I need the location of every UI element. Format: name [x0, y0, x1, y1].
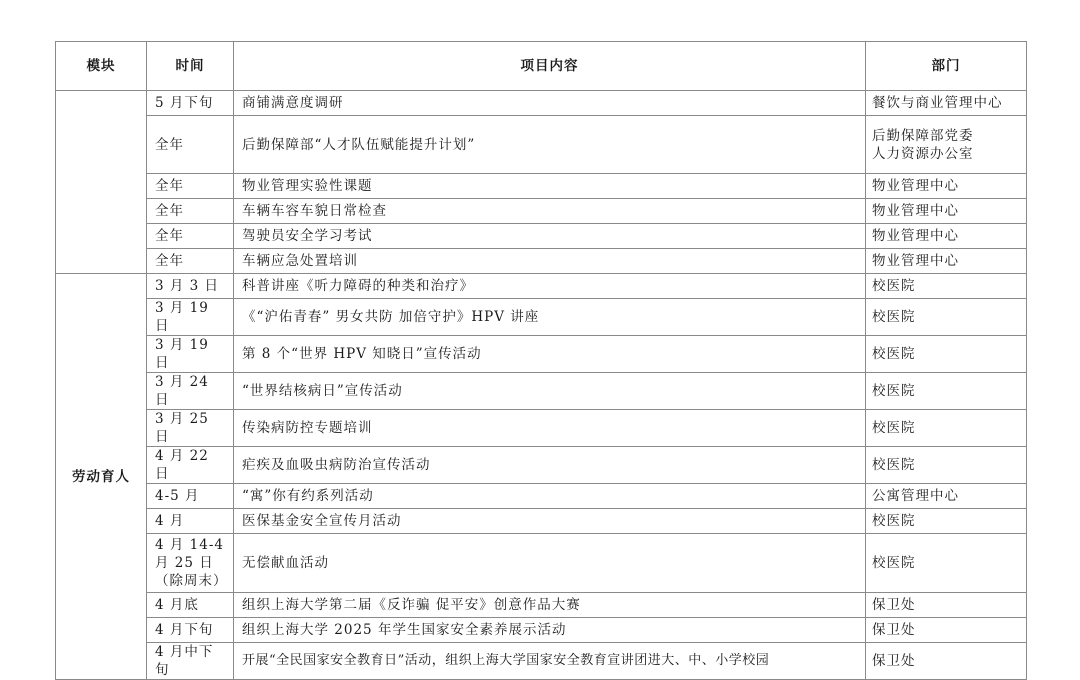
- dept-cell: 公寓管理中心: [866, 484, 1027, 509]
- table-row: [56, 373, 1027, 410]
- table-row: [56, 299, 1027, 336]
- header-module: 模块: [56, 42, 147, 91]
- table-row: [56, 199, 1027, 224]
- table-row: [56, 509, 1027, 534]
- content-cell: “寓”你有约系列活动: [234, 484, 866, 509]
- table-body: [56, 91, 1027, 680]
- header-time: 时间: [147, 42, 234, 91]
- dept-cell: 物业管理中心: [866, 249, 1027, 274]
- content-cell: 物业管理实验性课题: [234, 174, 866, 199]
- header-row: [56, 42, 1027, 91]
- time-cell: 全年: [147, 224, 234, 249]
- time-cell: 4 月: [147, 509, 234, 534]
- time-cell: 4 月中下旬: [147, 643, 234, 680]
- dept-cell: 保卫处: [866, 593, 1027, 618]
- dept-cell: 校医院: [866, 336, 1027, 373]
- module-cell: [56, 91, 147, 274]
- table-row: [56, 534, 1027, 593]
- dept-cell: 物业管理中心: [866, 224, 1027, 249]
- module-cell: 劳动育人: [56, 274, 147, 680]
- content-cell: 开展“全民国家安全教育日”活动，组织上海大学国家安全教育宣讲团进大、中、小学校园: [234, 643, 866, 680]
- content-cell: “世界结核病日”宣传活动: [234, 373, 866, 410]
- dept-cell: 校医院: [866, 274, 1027, 299]
- content-cell: 后勤保障部“人才队伍赋能提升计划”: [234, 116, 866, 174]
- table-row: [56, 224, 1027, 249]
- dept-cell: 校医院: [866, 509, 1027, 534]
- dept-cell: 校医院: [866, 534, 1027, 593]
- time-cell: 3 月 3 日: [147, 274, 234, 299]
- table-row: [56, 484, 1027, 509]
- time-cell: 3 月 19 日: [147, 299, 234, 336]
- table-row: [56, 618, 1027, 643]
- time-cell: 4 月 14-4 月 25 日 （除周末）: [147, 534, 234, 593]
- time-cell: 3 月 25 日: [147, 410, 234, 447]
- dept-cell: 校医院: [866, 299, 1027, 336]
- table-row: [56, 336, 1027, 373]
- dept-cell: 校医院: [866, 373, 1027, 410]
- content-cell: 疟疾及血吸虫病防治宣传活动: [234, 447, 866, 484]
- time-cell: 4 月 22 日: [147, 447, 234, 484]
- content-cell: 无偿献血活动: [234, 534, 866, 593]
- time-cell: 3 月 24 日: [147, 373, 234, 410]
- table-row: [56, 410, 1027, 447]
- content-cell: 《“沪佑青春” 男女共防 加倍守护》HPV 讲座: [234, 299, 866, 336]
- content-cell: 第 8 个“世界 HPV 知晓日”宣传活动: [234, 336, 866, 373]
- time-cell: 全年: [147, 116, 234, 174]
- dept-cell: 校医院: [866, 447, 1027, 484]
- time-cell: 4-5 月: [147, 484, 234, 509]
- table-row: [56, 593, 1027, 618]
- table-row: [56, 116, 1027, 174]
- header-dept: 部门: [866, 42, 1027, 91]
- dept-cell: 物业管理中心: [866, 174, 1027, 199]
- dept-cell: 餐饮与商业管理中心: [866, 91, 1027, 116]
- time-cell: 4 月底: [147, 593, 234, 618]
- dept-cell: 校医院: [866, 410, 1027, 447]
- schedule-table: [55, 41, 1027, 680]
- time-cell: 5 月下旬: [147, 91, 234, 116]
- table-row: [56, 643, 1027, 680]
- dept-cell: 物业管理中心: [866, 199, 1027, 224]
- time-cell: 4 月下旬: [147, 618, 234, 643]
- dept-cell: 后勤保障部党委 人力资源办公室: [866, 116, 1027, 174]
- time-cell: 全年: [147, 249, 234, 274]
- content-cell: 传染病防控专题培训: [234, 410, 866, 447]
- content-cell: 医保基金安全宣传月活动: [234, 509, 866, 534]
- table-row: [56, 249, 1027, 274]
- content-cell: 驾驶员安全学习考试: [234, 224, 866, 249]
- table-row: [56, 274, 1027, 299]
- time-cell: 全年: [147, 199, 234, 224]
- header-content: 项目内容: [234, 42, 866, 91]
- time-cell: 全年: [147, 174, 234, 199]
- content-cell: 车辆车容车貌日常检查: [234, 199, 866, 224]
- content-cell: 组织上海大学第二届《反诈骗 促平安》创意作品大赛: [234, 593, 866, 618]
- dept-cell: 保卫处: [866, 618, 1027, 643]
- table-row: [56, 91, 1027, 116]
- content-cell: 车辆应急处置培训: [234, 249, 866, 274]
- content-cell: 商铺满意度调研: [234, 91, 866, 116]
- table-row: [56, 174, 1027, 199]
- dept-cell: 保卫处: [866, 643, 1027, 680]
- time-cell: 3 月 19 日: [147, 336, 234, 373]
- content-cell: 科普讲座《听力障碍的种类和治疗》: [234, 274, 866, 299]
- content-cell: 组织上海大学 2025 年学生国家安全素养展示活动: [234, 618, 866, 643]
- table-row: [56, 447, 1027, 484]
